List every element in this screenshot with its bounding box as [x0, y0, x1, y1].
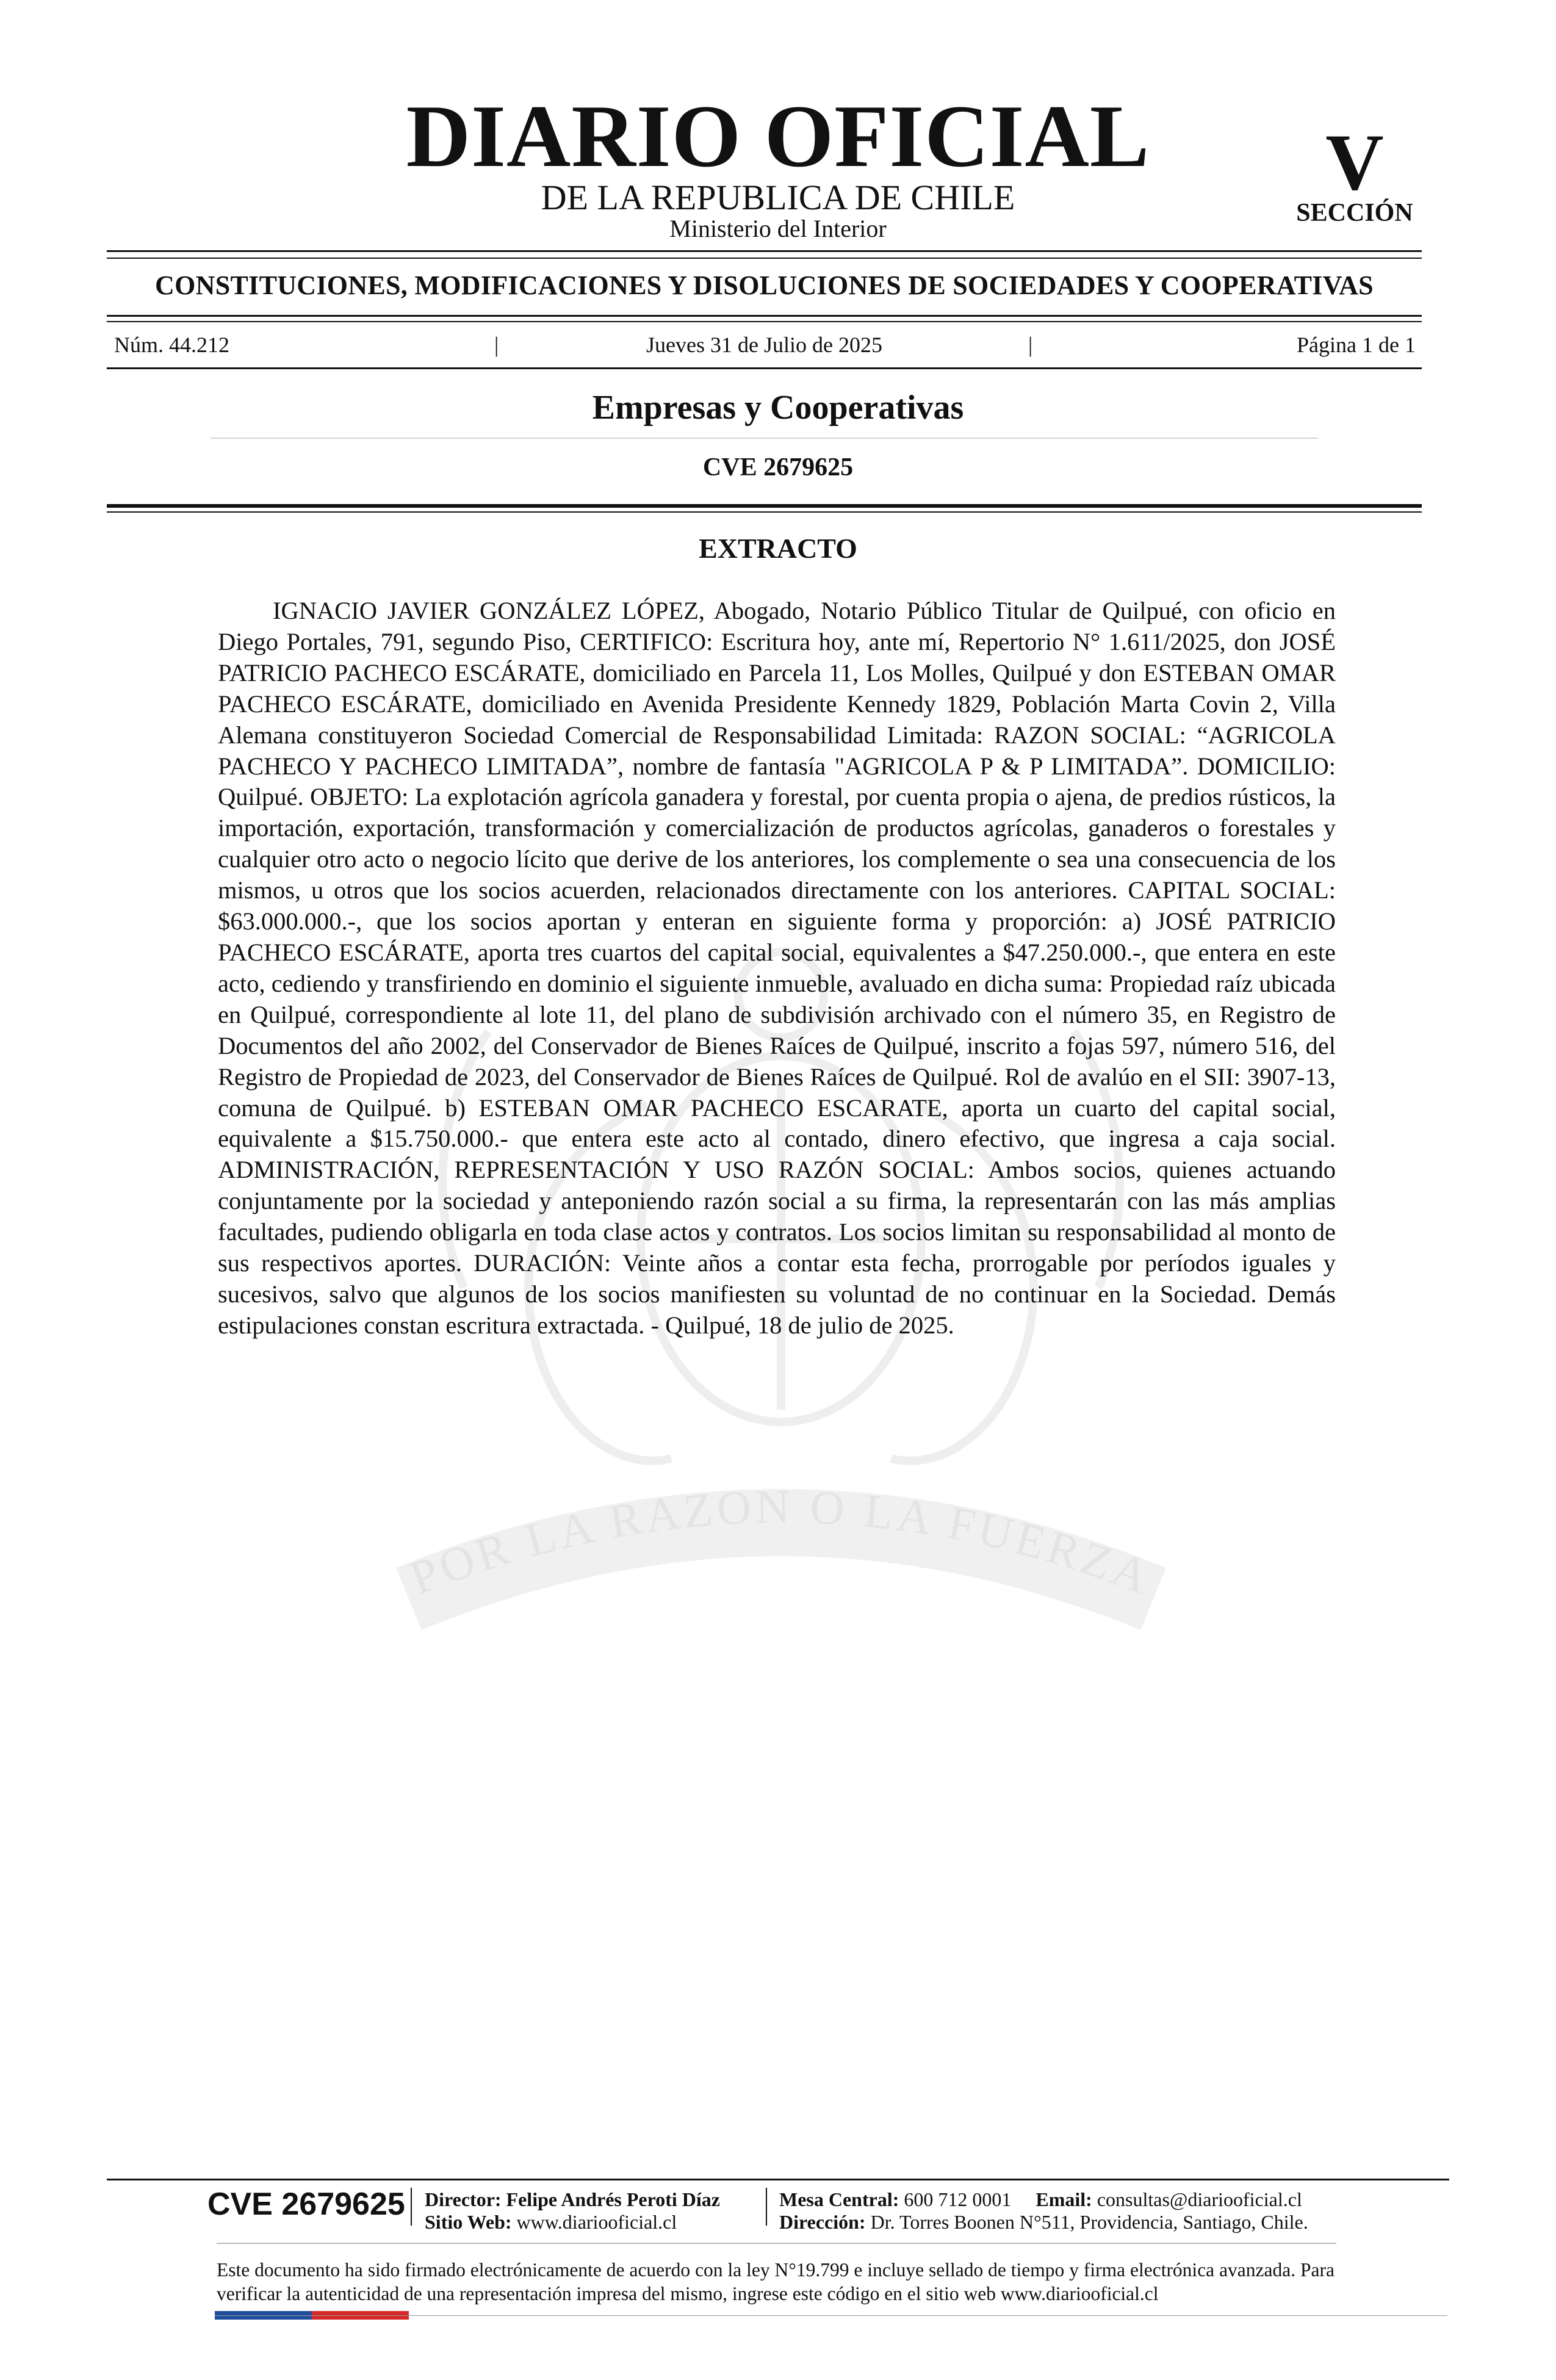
category-title: Empresas y Cooperativas: [592, 389, 964, 427]
email-link[interactable]: consultas@diariooficial.cl: [1097, 2188, 1302, 2210]
footer-director: [425, 2188, 720, 2211]
address-value: Dr. Torres Boonen N°511, Providencia, Santiago, Chile.: [870, 2211, 1308, 2233]
heading-rule-thin: [107, 511, 1422, 513]
issue-number: Núm. 44.212: [114, 333, 229, 357]
address-label: Dirección:: [779, 2211, 866, 2233]
footer-legal-note: Este documento ha sido firmado electrónicamente de acuerdo con la ley N°19.799 e incluye sellado de tiempo y firma electrónica avanzada. Para verificar la autenticidad de una representación impresa del mismo, ingrese este código en el sitio web www.diariooficial.cl: [217, 2259, 1334, 2304]
footer-divider: [766, 2188, 767, 2226]
section-banner: CONSTITUCIONES, MODIFICACIONES Y DISOLUCIONES DE SOCIEDADES Y COOPERATIVAS: [155, 270, 1374, 300]
section-label: SECCIÓN: [1296, 199, 1413, 227]
section-letter: V: [1325, 117, 1384, 207]
site-link[interactable]: www.diariooficial.cl: [516, 2211, 677, 2233]
footer-cve-code: CVE 2679625: [207, 2187, 405, 2222]
footer-website: [425, 2210, 677, 2234]
site-label: Sitio Web:: [425, 2211, 512, 2233]
document-body: IGNACIO JAVIER GONZÁLEZ LÓPEZ, Abogado, Notario Público Titular de Quilpué, con oficio en Diego Portales, 791, segundo Piso, CERTIFICO: Escritura hoy, ante mí, Repertorio N° 1.611/2025, don JOSÉ PATRICIO PACHECO ESCÁRATE, domiciliado en Parcela 11, Los Molles, Quilpué y don ESTEBAN OMAR PACHECO ESCÁRATE, domiciliado en Avenida Presidente Kennedy 1829, Población Marta Covin 2, Villa Alemana constituyeron Sociedad Comercial de Responsabilidad Limitada: RAZON SOCIAL: “AGRICOLA PACHECO Y PACHECO LIMITADA”, nombre de fantasía "AGRICOLA P & P LIMITADA”. DOMICILIO: Quilpué. OBJETO: La explotación agrícola ganadera y forestal, por cuenta propia o ajena, de predios rústicos, la importación, exportación, transformación y comercialización de productos agrícolas, ganaderos o forestales y cualquier otro acto o negocio lícito que derive de los anteriores, los complemente o sea una consecuencia de los mismos, u otros que los socios acuerden, relacionados directamente con los anteriores. CAPITAL SOCIAL: $63.000.000.-, que los socios aportan y enteran en siguiente forma y proporción: a) JOSÉ PATRICIO PACHECO ESCÁRATE, aporta tres cuartos del capital social, equivalentes a $47.250.000.-, que entera en este acto, cediendo y transfiriendo en dominio el siguiente inmueble, avaluado en dicha suma: Propiedad raíz ubicada en Quilpué, correspondiente al lote 11, del plano de subdivisión archivado con el número 35, en Registro de Documentos del año 2002, del Conservador de Bienes Raíces de Quilpué, inscrito a fojas 597, número 516, del Registro de Propiedad de 2023, del Conservador de Bienes Raíces de Quilpué. Rol de avalúo en el SII: 3907-13, comuna de Quilpué. b) ESTEBAN OMAR PACHECO ESCARATE, aporta un cuarto del capital social, equivalente a $15.750.000.- que entera este acto al contado, dinero efectivo, que ingresa a caja social. ADMINISTRACIÓN, REPRESENTACIÓN Y USO RAZÓN SOCIAL: Ambos socios, quienes actuando conjuntamente por la sociedad y anteponiendo razón social a su firma, la representarán con las más amplias facultades, pudiendo obligarla en toda clase actos y contratos. Los socios limitan su responsabilidad al monto de sus respectivos aportes. DURACIÓN: Veinte años a contar esta fecha, prorrogable por períodos iguales y sucesivos, salvo que algunos de los socios manifiesten su voluntad de no continuar en la Sociedad. Demás estipulaciones constan escritura extractada. - Quilpué, 18 de julio de 2025.: [218, 597, 1336, 1339]
heading-rule-thick: [107, 504, 1422, 508]
director-name: Felipe Andrés Peroti Díaz: [506, 2188, 720, 2210]
bottom-rule: [215, 2315, 1447, 2316]
infobar-rule: [107, 367, 1422, 369]
email-label: Email:: [1036, 2188, 1092, 2210]
info-separator: |: [1028, 333, 1033, 357]
ministry-label: Ministerio del Interior: [669, 215, 887, 242]
cve-code: CVE 2679625: [702, 453, 854, 481]
footer-address: [779, 2210, 1308, 2234]
footer-note-rule: [217, 2243, 1336, 2244]
info-separator: |: [494, 333, 499, 357]
issue-info-bar: [107, 331, 1422, 358]
phone-label: Mesa Central:: [779, 2188, 899, 2210]
footer-rule: [107, 2179, 1449, 2180]
footer-divider: [411, 2188, 412, 2226]
director-label: Director:: [425, 2188, 502, 2210]
newspaper-title: DIARIO OFICIAL: [406, 87, 1150, 186]
masthead-rule-top: [107, 250, 1422, 252]
page-indicator: Página 1 de 1: [1297, 333, 1416, 357]
footer-contact: [779, 2188, 1302, 2211]
banner-rule-bottom: [107, 321, 1422, 322]
banner-rule-top: [107, 315, 1422, 317]
document-heading: EXTRACTO: [699, 533, 857, 564]
watermark-motto: POR LA RAZON O LA FUERZA: [402, 1479, 1159, 1605]
masthead: [0, 0, 1556, 256]
category-underline: [211, 438, 1318, 439]
issue-date: Jueves 31 de Julio de 2025: [646, 333, 882, 357]
newspaper-subtitle: DE LA REPUBLICA DE CHILE: [541, 178, 1015, 217]
phone-value: 600 712 0001: [904, 2188, 1012, 2210]
masthead-rule-bottom: [107, 258, 1422, 259]
